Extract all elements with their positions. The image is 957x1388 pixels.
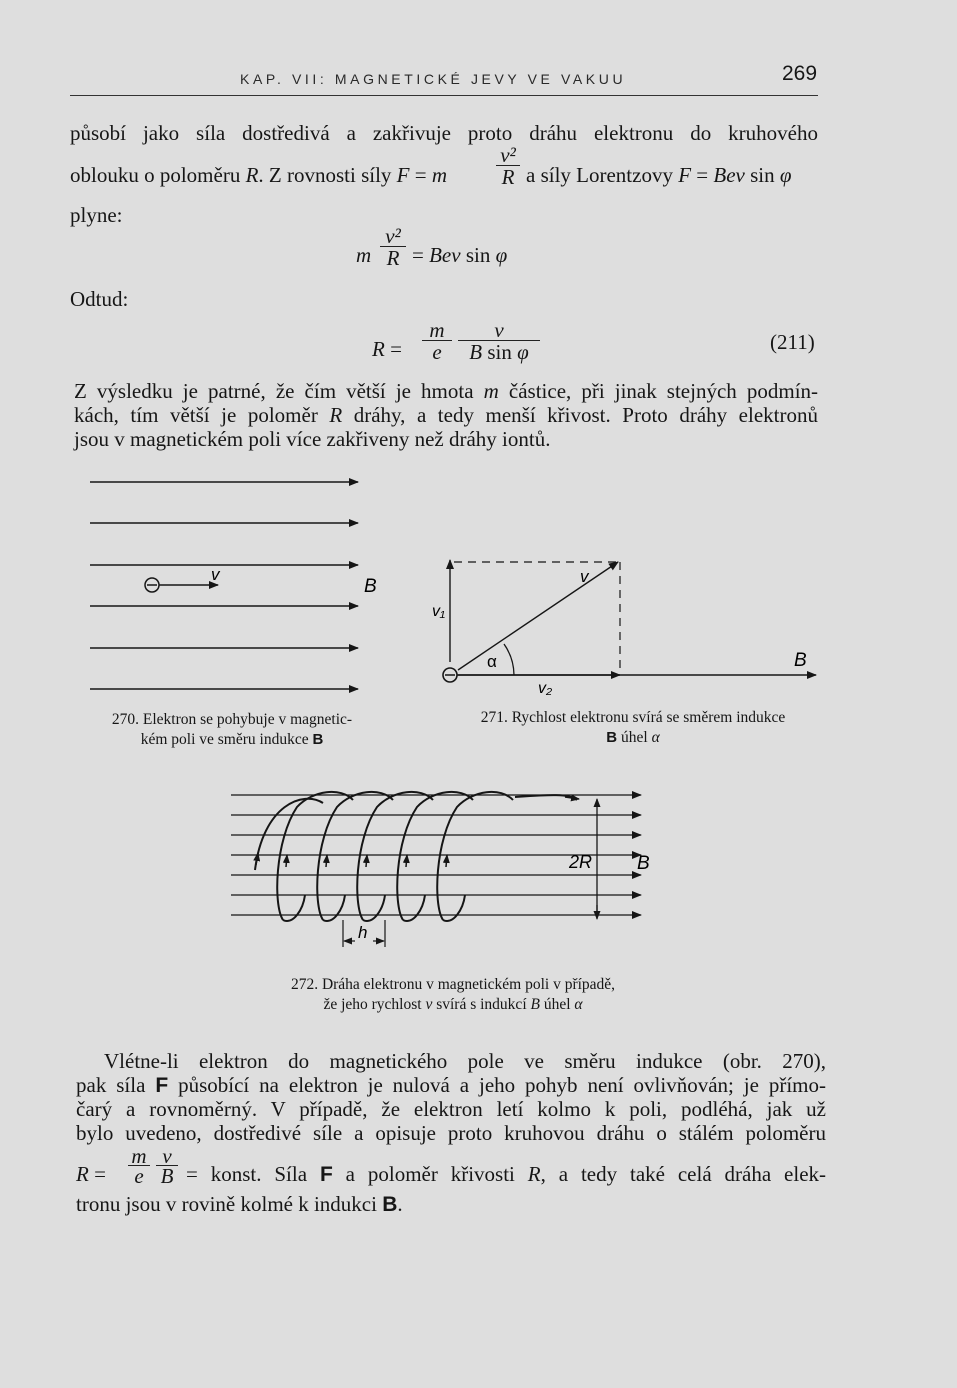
eq211-f1-den: e: [422, 340, 452, 363]
closing-f2-den: B: [156, 1165, 178, 1186]
helix-arrow: [366, 855, 367, 867]
eq1-fraction: [380, 226, 406, 269]
fig271-caption-B: B: [606, 729, 618, 746]
closing-line-6-dot: .: [397, 1192, 403, 1216]
eq1-den: R: [380, 246, 406, 269]
intro-frac-den: R: [496, 165, 520, 188]
closing-eq: =: [88, 1162, 106, 1186]
result-line-1-b: částice, při jinak stejných podmín-: [508, 379, 819, 403]
closing-line-3-text: čarý a rovnoměrný. V případě, že elektron letí kolmo k poli, podléhá, jak už: [76, 1097, 826, 1121]
closing-line-5-b: = konst. Síla: [186, 1162, 308, 1186]
fig271-caption-line-1: 271. Rychlost elektronu svírá se směrem indukce: [480, 709, 786, 726]
fig271-caption-text: úhel: [621, 729, 648, 746]
fig271-label-alpha: α: [487, 652, 497, 671]
helix-arrow: [326, 855, 327, 867]
eq211-fraction-2: [458, 320, 540, 363]
fig272-label-2R: 2R: [569, 852, 593, 872]
closing-line-6: [76, 1192, 403, 1217]
eq1-bev: Bev: [429, 243, 461, 267]
intro-line-2: [70, 143, 822, 199]
figure-271-caption: [440, 708, 826, 748]
intro-line-2-eq2: =: [691, 163, 714, 187]
intro-line-1: [70, 121, 818, 145]
helix-arrow: [565, 797, 579, 799]
running-header: KAP. VII: MAGNETICKÉ JEVY VE VAKUU: [240, 71, 627, 87]
eq1-m: m: [356, 243, 372, 267]
helix-arrow: [286, 855, 287, 867]
intro-line-2-m: m: [431, 163, 448, 187]
eq211-f1-num: m: [429, 318, 445, 342]
closing-line-1: [104, 1049, 826, 1073]
fig270-caption-B: B: [312, 731, 324, 748]
closing-line-2: [76, 1073, 826, 1098]
intro-line-2-F2: F: [678, 163, 692, 187]
eq211-f2-num: v: [494, 318, 504, 342]
fig270-caption-line-2: kém poli ve směru indukce: [140, 731, 309, 748]
eq211-f2-den-sin: sin: [482, 340, 518, 364]
closing-line-6-a: tronu jsou v rovině kolmé k indukci: [76, 1192, 377, 1216]
helix-path: [255, 792, 577, 921]
closing-line-2-b: působící na elektron je nulová a jeho pohyb není ovlivňován; je přímo-: [178, 1073, 827, 1097]
closing-line-2-a: pak síla: [76, 1073, 146, 1097]
result-line-2-R: R: [329, 403, 343, 427]
fig270-label-v: v: [211, 565, 220, 584]
figure-272: [225, 785, 655, 960]
intro-line-2-sin: sin: [744, 163, 780, 187]
closing-fraction-2: [156, 1144, 178, 1188]
intro-line-2-R: R: [245, 163, 259, 187]
figure-272-caption: [238, 975, 668, 1015]
closing-line-6-B: B: [382, 1193, 398, 1216]
closing-line-5-c: a poloměr křivosti: [345, 1162, 515, 1186]
eq1-phi: φ: [495, 243, 508, 267]
odtud-label: Odtud:: [70, 287, 129, 311]
fig271-label-v2: v₂: [538, 680, 553, 697]
closing-fraction-1: [128, 1144, 150, 1188]
figure-271: [420, 550, 830, 700]
eq1-eq: =: [412, 243, 430, 267]
helix-arrow: [446, 855, 447, 867]
closing-line-2-F: F: [155, 1074, 169, 1097]
intro-line-2-fraction: [496, 145, 520, 188]
fig271-label-v: v: [580, 567, 589, 586]
equation-number: (211): [770, 330, 815, 354]
closing-line-5-R2: R: [527, 1162, 541, 1186]
closing-f1-den: e: [128, 1165, 150, 1186]
closing-f1-num: m: [131, 1144, 147, 1168]
result-line-2-b: dráhy, a tedy menší křivost. Proto dráhy elektronů: [353, 403, 818, 427]
fig272-caption-v: v: [425, 996, 433, 1013]
fig270-caption-line-1: 270. Elektron se pohybuje v magnetic-: [111, 711, 353, 728]
v-arrow: [458, 562, 618, 670]
intro-line-3: plyne:: [70, 203, 123, 227]
closing-line-3: [76, 1097, 826, 1121]
intro-line-2-text-a: oblouku o poloměru: [70, 163, 241, 187]
eq211-R: R: [372, 337, 385, 361]
header-rule: [70, 95, 818, 96]
eq211-f2-den-B: B: [469, 340, 483, 364]
fig272-label-h: h: [358, 923, 368, 942]
result-line-3: jsou v magnetickém poli více zakřiveny než dráhy iontů.: [74, 427, 551, 451]
fig272-caption-B: B: [530, 996, 540, 1013]
figure-270: [80, 470, 380, 700]
result-line-2-a: kách, tím větší je poloměr: [74, 403, 318, 427]
fig272-label-B: B: [637, 853, 650, 874]
eq211-f2-den-phi: φ: [517, 340, 529, 364]
closing-f2-num: v: [162, 1144, 172, 1168]
fig271-label-v1: v₁: [432, 603, 446, 620]
eq211-eq: =: [384, 337, 402, 361]
fig270-label-B: B: [364, 576, 377, 597]
closing-line-5-d: , a tedy také celá dráha elek-: [540, 1162, 827, 1186]
eq1-sin: sin: [460, 243, 496, 267]
intro-line-1-text: působí jako síla dostředivá a zakřivuje proto dráhu elektronu do kruhového: [70, 121, 818, 145]
fig272-caption-line-1: 272. Dráha elektronu v magnetickém poli v případě,: [290, 976, 616, 993]
fig272-caption-a: že jeho rychlost: [323, 996, 422, 1013]
result-line-1-a: Z výsledku je patrné, že čím větší je hmota: [74, 379, 474, 403]
result-line-1: [74, 379, 818, 403]
equation-211: [372, 320, 672, 370]
closing-line-5-F: F: [319, 1163, 333, 1186]
fig272-caption-b: svírá s indukcí: [436, 996, 527, 1013]
result-line-2: [74, 403, 818, 427]
page-number: 269: [782, 62, 818, 85]
fig272-caption-alpha: α: [574, 996, 583, 1013]
closing-line-5: [76, 1144, 828, 1195]
closing-line-4-text: bylo uvedeno, dostředivé síle a opisuje proto kruhovou dráhu o stálém poloměru: [76, 1121, 826, 1145]
fig272-caption-c: úhel: [543, 996, 571, 1013]
helix-arrow: [406, 855, 407, 867]
figure-270-caption: [72, 710, 392, 750]
intro-line-2-bev: Bev: [713, 163, 745, 187]
intro-line-2-text-b: . Z rovnosti síly: [258, 163, 392, 187]
intro-line-2-F: F: [396, 163, 410, 187]
closing-line-4: [76, 1121, 826, 1145]
fig271-caption-alpha: α: [651, 729, 660, 746]
intro-line-2-eq: =: [409, 163, 432, 187]
closing-R: R: [76, 1162, 89, 1186]
closing-line-1-text: Vlétne-li elektron do magnetického pole ve směru indukce (obr. 270),: [104, 1049, 826, 1073]
intro-line-2-phi: φ: [779, 163, 792, 187]
eq1-num: v²: [385, 224, 401, 248]
angle-arc: [504, 644, 514, 675]
result-line-1-m: m: [483, 379, 499, 403]
eq211-fraction-1: [422, 320, 452, 363]
fig271-label-B: B: [794, 650, 807, 671]
intro-line-2-text-c: a síly Lorentzovy: [526, 163, 673, 187]
intro-frac-num: v²: [500, 143, 516, 167]
